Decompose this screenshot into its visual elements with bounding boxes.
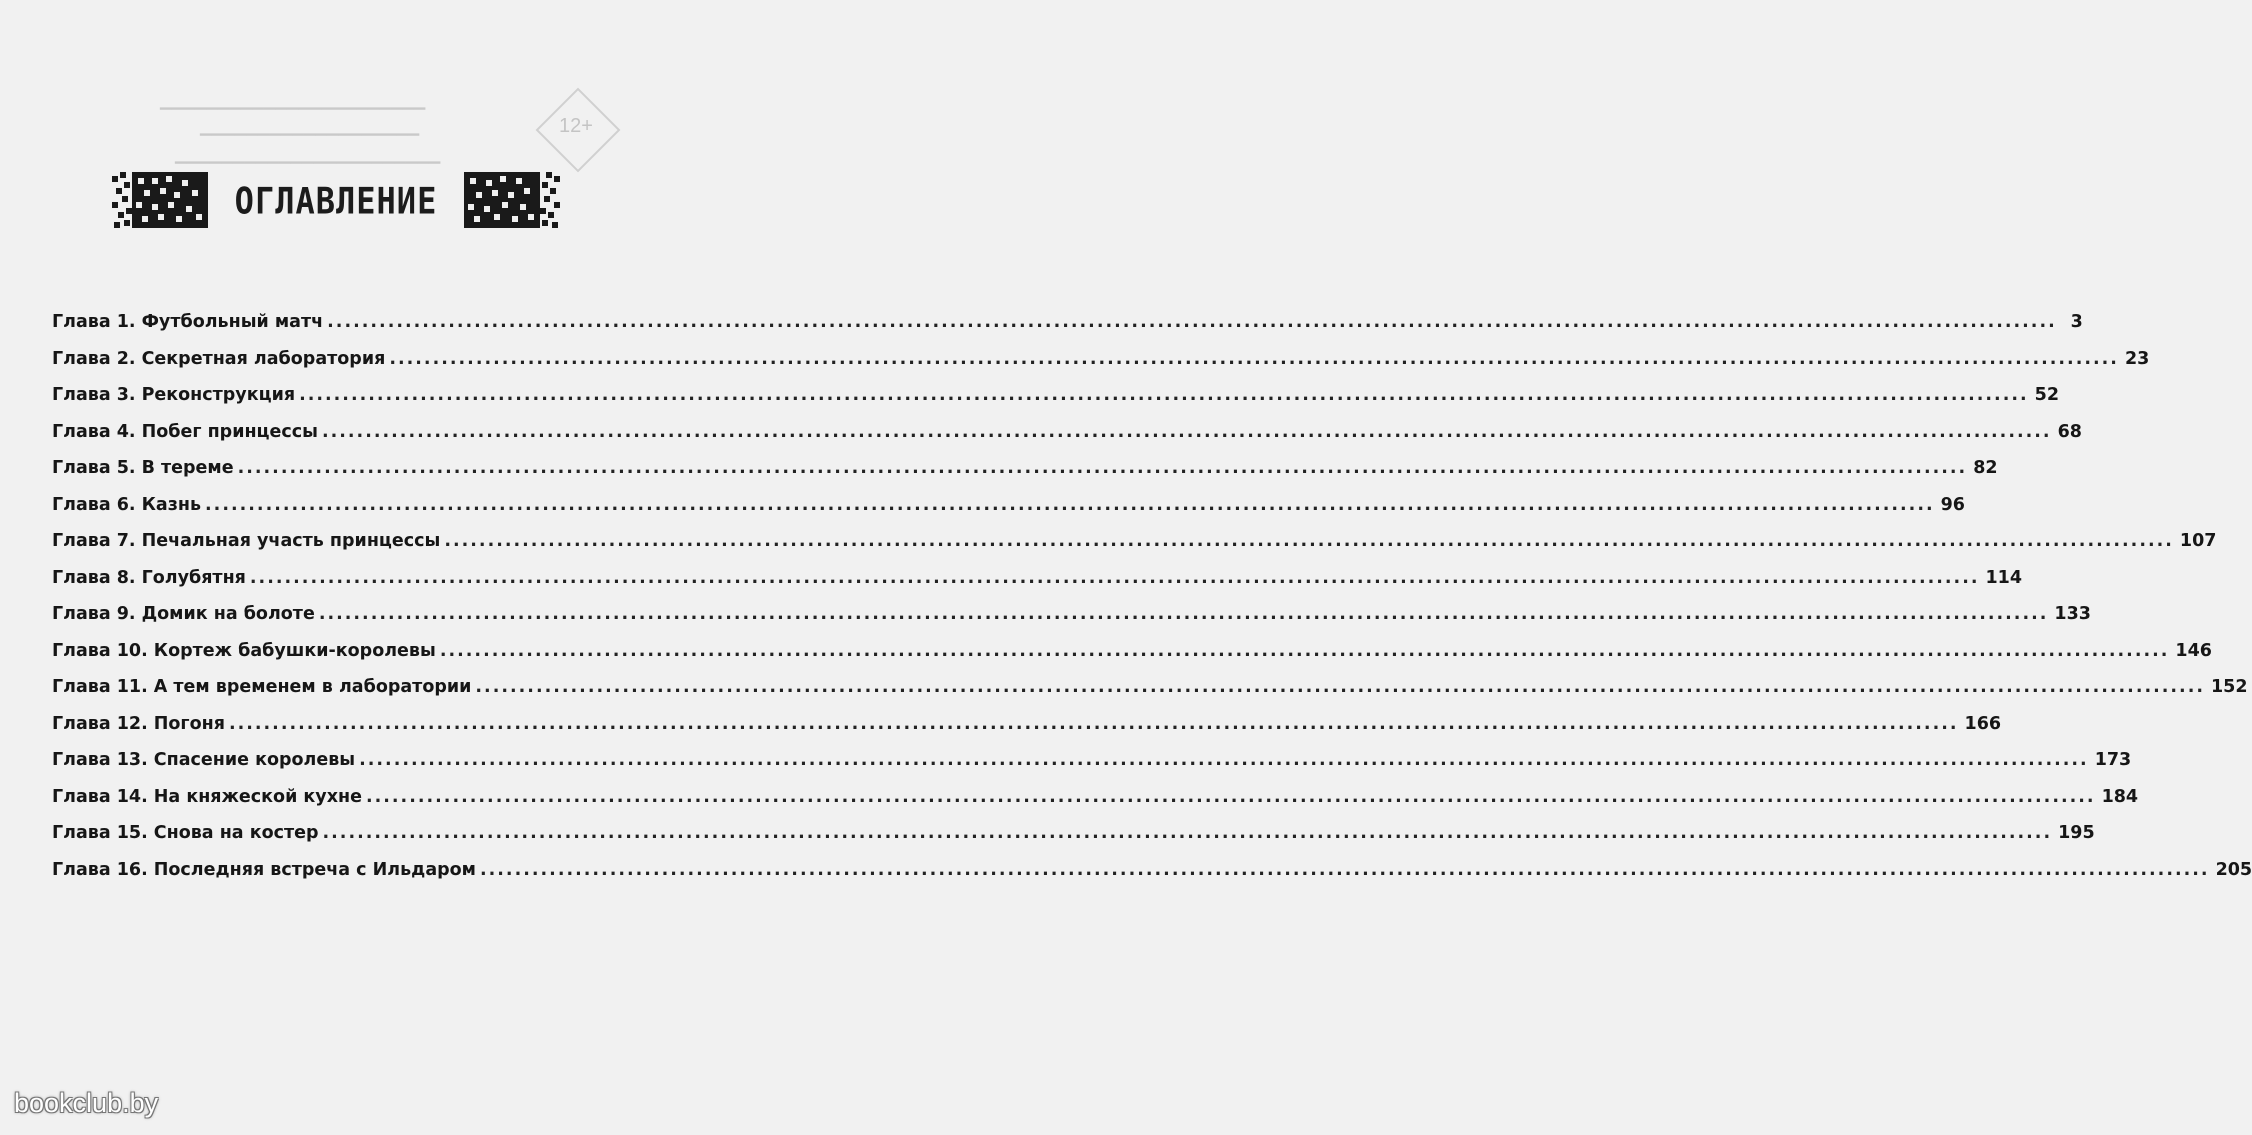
page-number: 146: [2175, 640, 2212, 661]
chapter-number: Глава 12.: [52, 713, 148, 734]
chapter-title: Реконструкция: [141, 385, 296, 405]
toc-entry-title: [52, 349, 385, 369]
pixel-ornament-left-icon: [112, 168, 208, 232]
page-number: 173: [2094, 750, 2132, 770]
chapter-number: Глава 4.: [52, 421, 136, 442]
chapter-title: Домик на болоте: [141, 604, 315, 624]
page-number: 96: [1940, 494, 1965, 515]
dot-leader: ........................................................................................................................................................................................................: [322, 823, 2053, 843]
toc-list: [52, 312, 2252, 896]
dot-leader: ........................................................................................................................................................................................................: [479, 859, 2210, 880]
page-number: 68: [2057, 421, 2082, 442]
toc-header: [112, 168, 560, 240]
toc-entry-title: [52, 458, 234, 478]
page-number: 23: [2124, 348, 2150, 369]
chapter-title: Снова на костер: [153, 823, 319, 843]
page-number: 195: [2058, 823, 2095, 843]
page-number: 184: [2101, 786, 2139, 807]
bleed-through-text: ▁▁▁▁▁▁▁▁▁▁▁▁▁▁▁▁▁▁▁▁▁▁▁: [175, 148, 441, 164]
toc-entry-title: [52, 604, 315, 624]
toc-entry: [52, 348, 2150, 386]
toc-entry-title: [52, 531, 440, 551]
toc-entry-title: [52, 714, 225, 734]
chapter-number: Глава 7.: [52, 531, 136, 551]
dot-leader: ........................................................................................................................................................................................................: [475, 677, 2205, 697]
chapter-number: Глава 5.: [52, 458, 136, 478]
dot-leader: ........................................................................................................................................................................................................: [327, 312, 2057, 332]
toc-entry-title: [52, 677, 471, 697]
toc-entry: [52, 567, 2023, 605]
chapter-number: Глава 9.: [52, 604, 136, 624]
toc-entry: [52, 385, 2060, 422]
dot-leader: ........................................................................................................................................................................................................: [228, 713, 1959, 734]
chapter-title: Погоня: [153, 713, 225, 734]
toc-title: ОГЛАВЛЕНИЕ: [234, 179, 438, 223]
dot-leader: ........................................................................................................................................................................................................: [444, 531, 2174, 551]
toc-entry: [52, 859, 2252, 897]
toc-entry-title: [52, 568, 246, 588]
toc-entry-title: [52, 823, 319, 843]
watermark: bookclub.by: [14, 1088, 159, 1118]
chapter-number: Глава 16.: [52, 859, 148, 880]
toc-entry: [52, 458, 1998, 495]
chapter-title: Печальная участь принцессы: [141, 531, 441, 551]
chapter-title: Футбольный матч: [141, 312, 324, 332]
toc-entry: [52, 750, 2132, 787]
chapter-number: Глава 10.: [52, 640, 148, 661]
toc-entry-title: [52, 385, 295, 405]
chapter-title: А тем временем в лаборатории: [153, 677, 472, 697]
toc-entry: [52, 312, 2083, 349]
toc-entry: [52, 823, 2095, 860]
page-number: 114: [1985, 567, 2023, 588]
chapter-number: Глава 11.: [52, 677, 148, 697]
toc-entry: [52, 494, 1965, 532]
toc-entry-title: [52, 641, 436, 661]
page-number: 133: [2054, 604, 2091, 624]
pixel-ornament-right-icon: [464, 168, 560, 232]
age-rating-text: 12+: [559, 115, 593, 137]
chapter-title: В тереме: [141, 458, 234, 478]
dot-leader: ........................................................................................................................................................................................................: [365, 786, 2096, 807]
chapter-number: Глава 15.: [52, 823, 148, 843]
chapter-title: Голубятня: [141, 567, 246, 588]
toc-entry-title: [52, 787, 362, 807]
chapter-title: Спасение королевы: [153, 750, 356, 770]
dot-leader: ........................................................................................................................................................................................................: [321, 421, 2052, 442]
chapter-number: Глава 1.: [52, 312, 136, 332]
page-number: 152: [2211, 677, 2248, 697]
page-number: 82: [1973, 458, 1998, 478]
toc-entry-title: [52, 860, 476, 880]
toc-entry: [52, 677, 2248, 714]
chapter-title: Секретная лаборатория: [141, 348, 386, 369]
bleed-through-text: ▁▁▁▁▁▁▁▁▁▁▁▁▁▁▁▁▁▁▁▁▁▁▁: [160, 94, 426, 110]
chapter-title: Последняя встреча с Ильдаром: [153, 859, 476, 880]
dot-leader: ........................................................................................................................................................................................................: [318, 604, 2049, 624]
toc-entry: [52, 713, 2002, 751]
dot-leader: ........................................................................................................................................................................................................: [299, 385, 2029, 405]
dot-leader: ........................................................................................................................................................................................................: [389, 348, 2119, 369]
chapter-title: Кортеж бабушки-королевы: [153, 640, 436, 661]
dot-leader: ........................................................................................................................................................................................................: [205, 494, 1935, 515]
toc-entry: [52, 604, 2091, 641]
toc-entry-title: [52, 495, 201, 515]
chapter-title: На княжеской кухне: [153, 786, 362, 807]
toc-entry: [52, 421, 2082, 459]
dot-leader: ........................................................................................................................................................................................................: [439, 640, 2170, 661]
page-number: 166: [1964, 713, 2002, 734]
chapter-title: Побег принцессы: [141, 421, 318, 442]
chapter-title: Казнь: [141, 494, 202, 515]
chapter-number: Глава 13.: [52, 750, 148, 770]
chapter-number: Глава 2.: [52, 348, 136, 369]
bleed-through-text: ▁▁▁▁▁▁▁▁▁▁▁▁▁▁▁▁▁▁▁: [200, 120, 420, 136]
dot-leader: ........................................................................................................................................................................................................: [249, 567, 1980, 588]
toc-entry-title: [52, 750, 355, 770]
toc-entry-title: [52, 422, 318, 442]
toc-entry: [52, 786, 2139, 824]
chapter-number: Глава 14.: [52, 786, 148, 807]
page-number: 107: [2179, 531, 2217, 551]
chapter-number: Глава 3.: [52, 385, 136, 405]
page-number: 205: [2215, 859, 2252, 880]
toc-entry-title: [52, 312, 323, 332]
toc-entry: [52, 640, 2212, 678]
toc-entry: [52, 531, 2217, 568]
page-number: 52: [2034, 385, 2060, 405]
chapter-number: Глава 6.: [52, 494, 136, 515]
dot-leader: ........................................................................................................................................................................................................: [359, 750, 2089, 770]
page-number: 3: [2070, 312, 2083, 332]
dot-leader: ........................................................................................................................................................................................................: [237, 458, 1968, 478]
chapter-number: Глава 8.: [52, 567, 136, 588]
